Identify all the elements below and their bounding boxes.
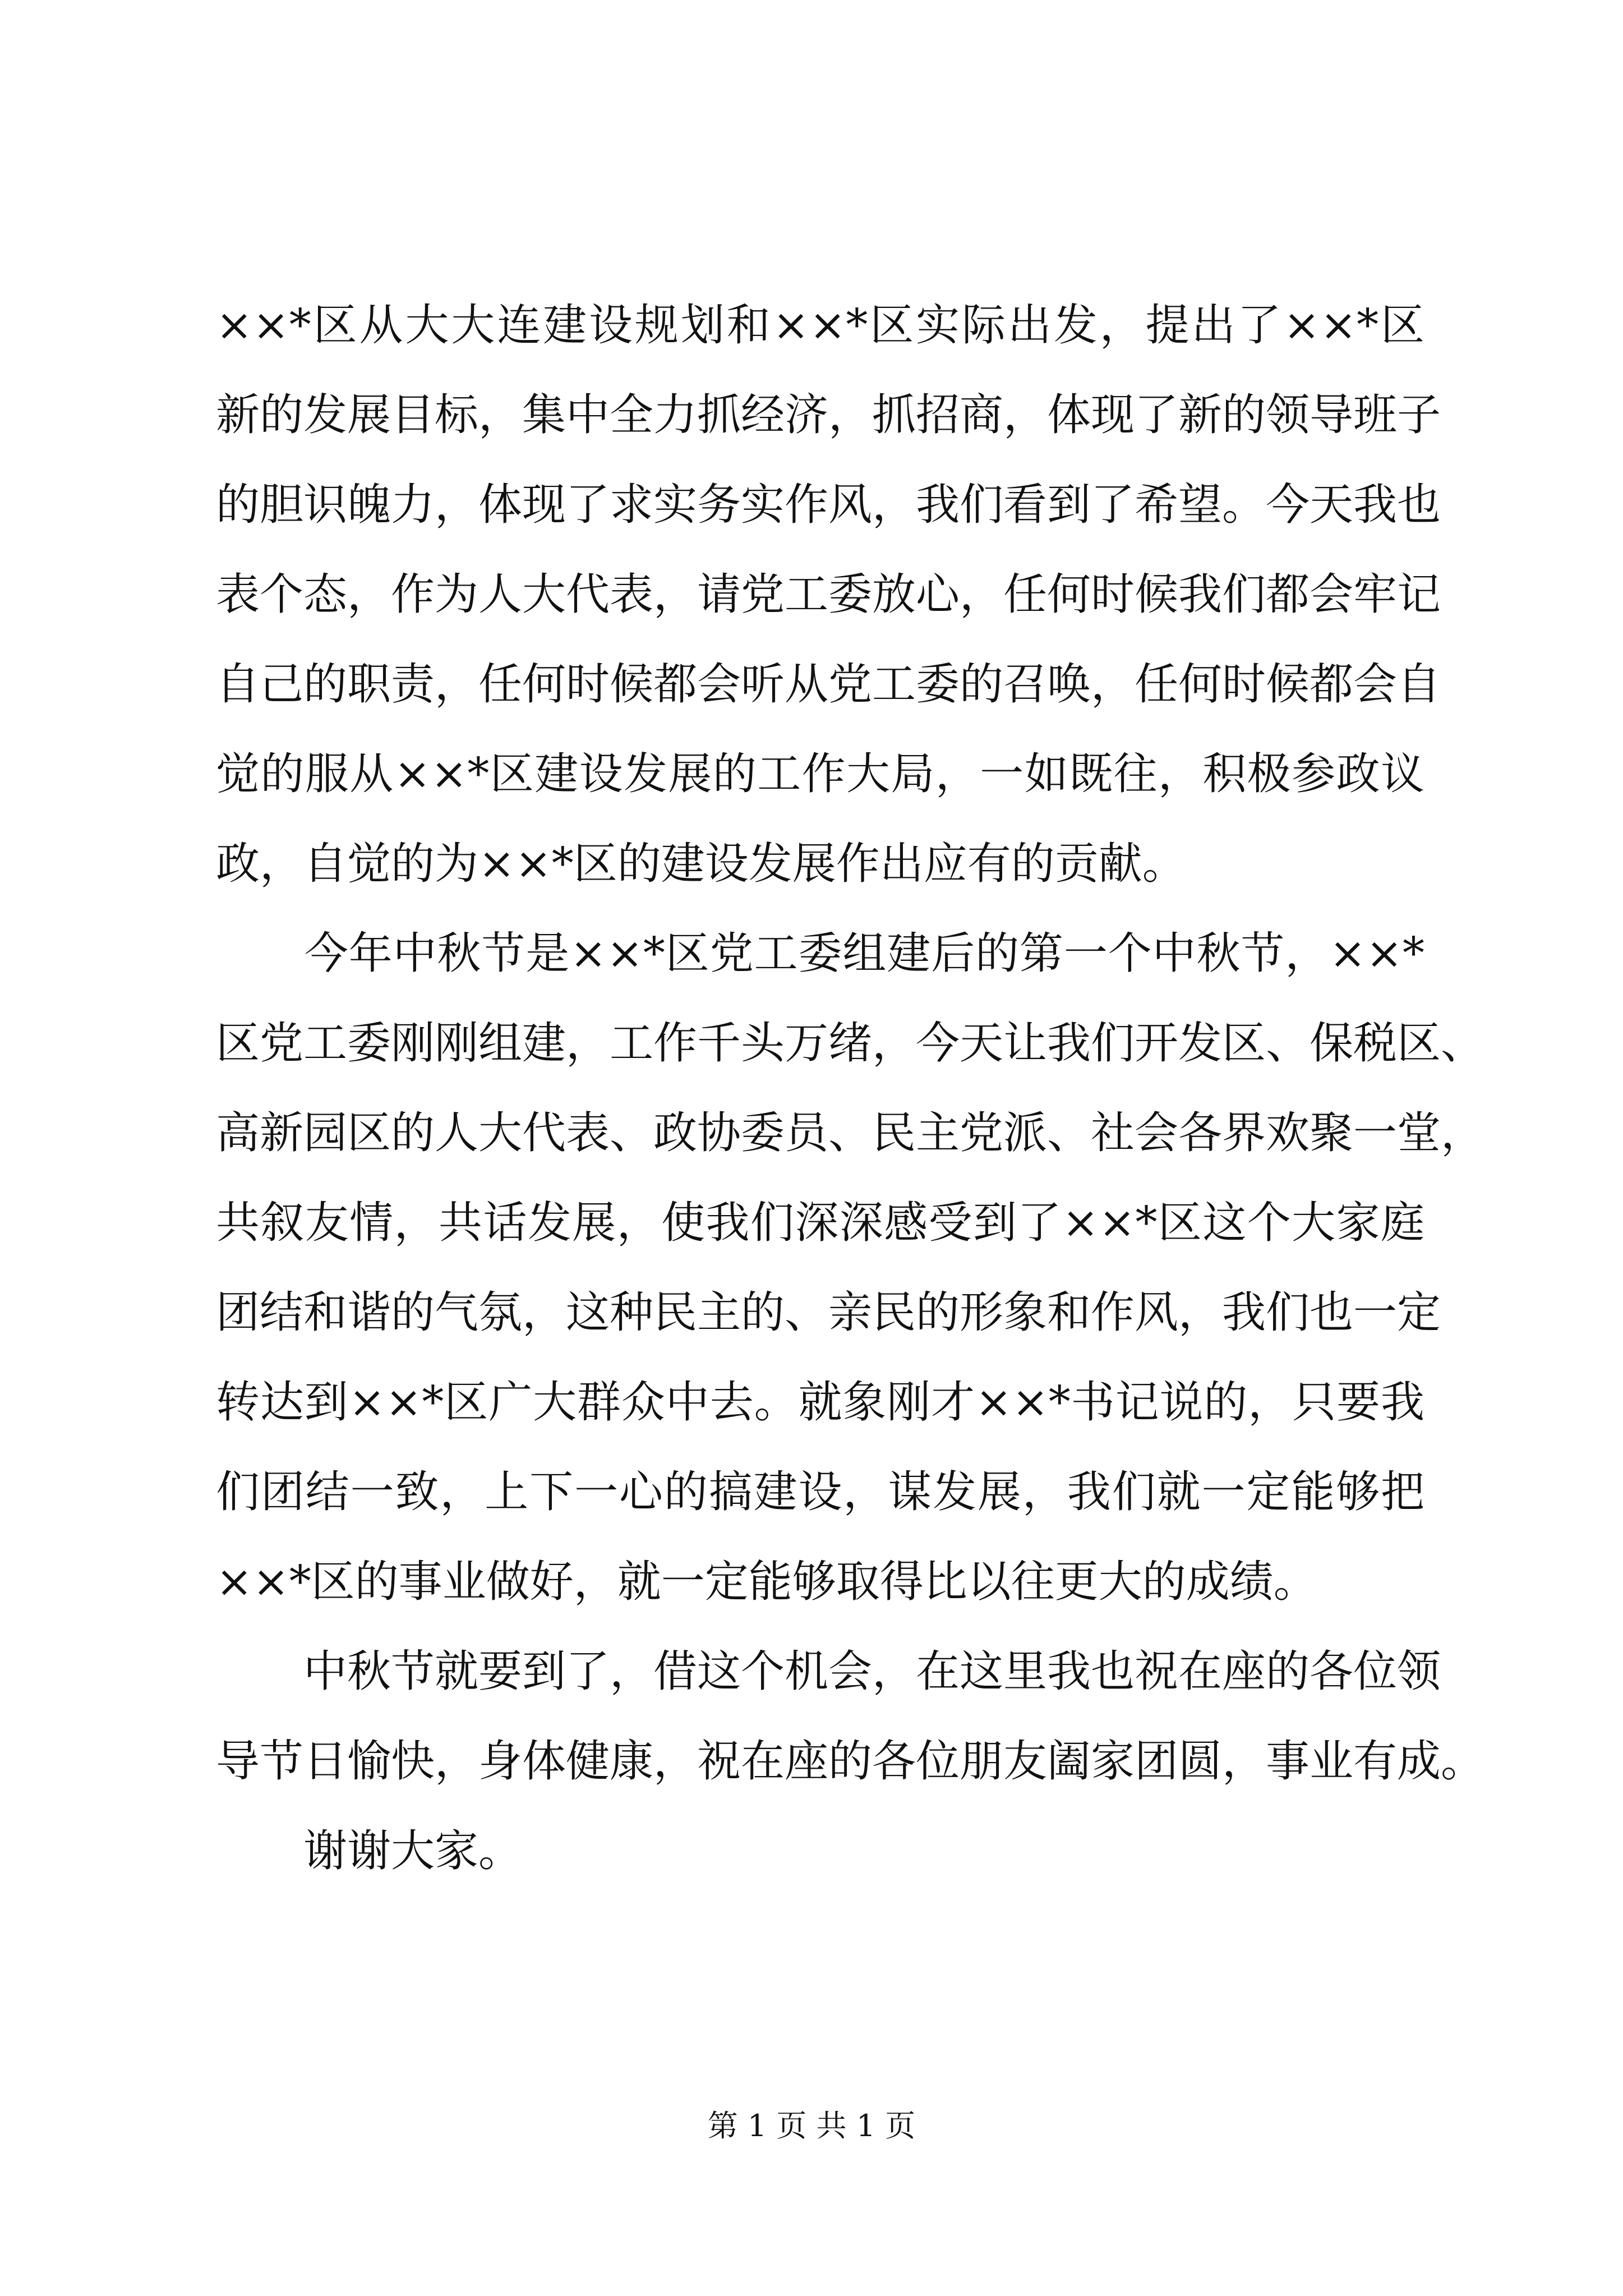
text-line: 觉的服从××*区建设发展的工作大局，一如既往，积极参政议 [216,749,1424,799]
page-number-indicator: 第 1 页 共 1 页 [707,2108,916,2143]
paragraph-3 [216,1627,1485,1806]
text-line: 团结和谐的气氛，这种民主的、亲民的形象和作风，我们也一定 [216,1287,1441,1338]
text-line: 区党工委刚刚组建，工作千头万绪，今天让我们开发区、保税区、 [216,1018,1485,1069]
text-line: 共叙友情，共话发展，使我们深深感受到了××*区这个大家庭 [216,1198,1424,1248]
text-line: 今年中秋节是××*区党工委组建后的第一个中秋节，××* [216,928,1424,979]
paragraph-2 [216,909,1485,1627]
text-line: 的胆识魄力，体现了求实务实作风，我们看到了希望。今天我也 [216,480,1441,530]
document-body [216,280,1485,1896]
text-line: 新的发展目标，集中全力抓经济，抓招商，体现了新的领导班子 [216,390,1441,440]
text-line: 转达到××*区广大群众中去。就象刚才××*书记说的，只要我 [216,1377,1424,1428]
text-line: 表个态，作为人大代表，请党工委放心，任何时候我们都会牢记 [216,569,1441,620]
text-line: 中秋节就要到了，借这个机会，在这里我也祝在座的各位领 [216,1646,1441,1697]
text-line: ××*区的事业做好，就一定能够取得比以往更大的成绩。 [216,1557,1317,1607]
text-line: 们团结一致，上下一心的搞建设，谋发展，我们就一定能够把 [216,1467,1424,1517]
text-line: 政，自觉的为××*区的建设发展作出应有的贡献。 [216,839,1186,889]
text-line: 自己的职责，任何时候都会听从党工委的召唤，任何时候都会自 [216,659,1441,710]
page-footer [0,2104,1623,2148]
text-line: 导节日愉快，身体健康，祝在座的各位朋友阖家团圆，事业有成。 [216,1736,1485,1787]
paragraph-1 [216,280,1441,909]
text-line: 谢谢大家。 [216,1826,523,1876]
paragraph-4 [216,1806,1424,1896]
text-line: ××*区从大大连建设规划和××*区实际出发，提出了××*区 [216,300,1424,351]
text-line: 高新园区的人大代表、政协委员、民主党派、社会各界欢聚一堂， [216,1108,1485,1158]
